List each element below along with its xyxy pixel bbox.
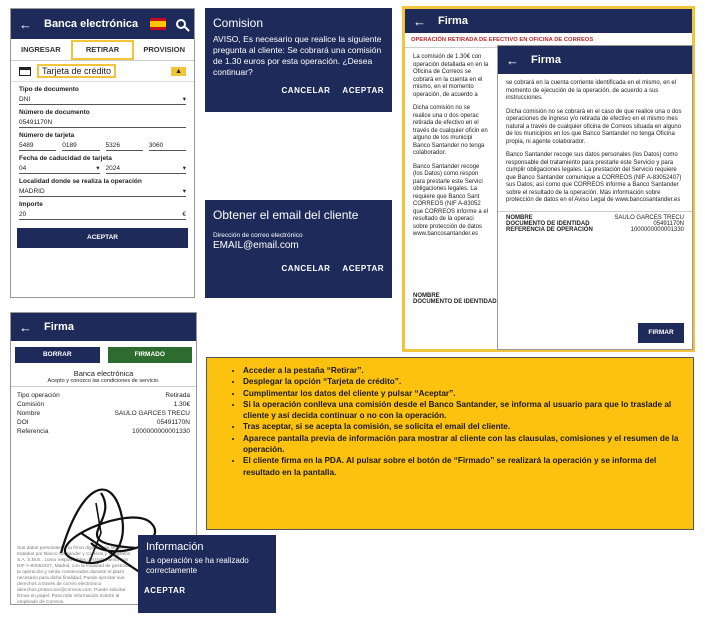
instruction-item: • Si la operación conlleva una comisión desde el Banco Santander, se informa al usuario para que lo traslade al cliente y así decida continuar o no con la operación. — [243, 399, 685, 422]
doc-title: Banca electrónica — [73, 369, 134, 378]
aceptar-button[interactable]: ACEPTAR — [342, 86, 384, 95]
card-option-row[interactable] — [11, 61, 194, 82]
back-arrow-icon[interactable]: ← — [413, 13, 426, 29]
dropdown-icon: ▾ — [96, 165, 100, 172]
chevron-up-icon[interactable]: ▲ — [171, 67, 186, 76]
nombre-value: SAULO GARCES TRECU — [614, 214, 684, 221]
localidad-label: Localidad donde se realiza la operación — [19, 178, 142, 185]
firma-front-table — [498, 211, 692, 233]
result-key: Referencia — [17, 428, 49, 435]
anio-select[interactable] — [106, 163, 187, 174]
result-value: 1.30€ — [173, 401, 190, 408]
firma-back-table — [405, 293, 505, 305]
caducidad-label: Fecha de caducidad de tarjeta — [19, 155, 112, 162]
tarjeta-part-input[interactable] — [106, 140, 143, 151]
importe-value: 20 — [19, 210, 27, 218]
doc-label: DOCUMENTO DE IDENTIDAD — [413, 299, 497, 305]
instruction-item: • Acceder a la pestaña “Retirar”. — [243, 365, 685, 376]
result-key: DOI — [17, 419, 29, 426]
tarjeta-part-value: 0189 — [62, 141, 77, 149]
tarjeta-part-input[interactable] — [62, 140, 99, 151]
tarjeta-part-value: 5489 — [19, 141, 34, 149]
fine-print: Sus datos personales y la firma digitalizada serán tratados por Banco Santander y Correos y Telégrafos S.A. S.M.E., como responsables del tratamiento con NIF A-83052407, Madrid, con la finalidad de gestionar la operación y serán conservados durante el plazo necesario para dicha finalidad. Puede ejercitar sus derechos a través de correo electrónico derechos.proteccion@correos.com. Puede solicitar firmar en papel. Para más información solicite al empleado de Correos. — [17, 546, 132, 605]
result-key: Nombre — [17, 410, 41, 417]
caducidad-row — [19, 163, 186, 174]
aceptar-button[interactable]: ACEPTAR — [342, 264, 384, 273]
tab-provision[interactable]: PROVISION — [143, 44, 186, 54]
result-key: Comisión — [17, 401, 45, 408]
ref-label: REFERENCIA DE OPERACIÓN — [506, 226, 593, 233]
tarjeta-part-input[interactable] — [19, 140, 56, 151]
firma-front-screen — [497, 45, 693, 350]
cancelar-button[interactable]: CANCELAR — [281, 86, 331, 95]
spain-flag-icon[interactable] — [150, 18, 166, 30]
firmado-button[interactable]: FIRMADO — [108, 347, 193, 363]
dropdown-icon: ▾ — [182, 188, 186, 195]
firma-front-title: Firma — [531, 54, 561, 66]
aceptar-button[interactable]: ACEPTAR — [17, 228, 188, 248]
tab-ingresar[interactable]: INGRESAR — [21, 44, 61, 54]
num-tarjeta-label: Número de tarjeta — [19, 132, 75, 139]
tipo-doc-select[interactable] — [19, 94, 186, 105]
banca-appbar — [11, 9, 194, 39]
banca-screen — [10, 8, 195, 298]
instruction-item: • Cumplimentar los datos del cliente y pulsar “Aceptar”. — [243, 388, 685, 399]
firmar-button[interactable]: FIRMAR — [638, 323, 684, 343]
result-row — [11, 427, 196, 436]
dropdown-icon: ▾ — [182, 96, 186, 103]
instructions-box — [206, 357, 694, 530]
instruction-item: • Tras aceptar, si se acepta la comisión, se solicita el email del cliente. — [243, 421, 685, 432]
firma-front-text — [498, 74, 692, 205]
num-doc-label: Número de documento — [19, 109, 90, 116]
nombre-label: NOMBRE — [413, 293, 440, 299]
num-doc-value: 05491170N — [19, 118, 53, 126]
firma-back-appbar — [405, 9, 692, 33]
dropdown-icon: ▾ — [182, 165, 186, 172]
tarjeta-inputs — [19, 140, 186, 151]
email-dialog — [205, 200, 392, 298]
num-doc-input[interactable] — [19, 117, 186, 128]
tab-retirar[interactable]: RETIRAR — [71, 40, 135, 60]
localidad-select[interactable] — [19, 186, 186, 197]
doc-subtitle: Acepto y conozco las condiciones de servicio. — [11, 378, 196, 387]
comision-title: Comision — [213, 16, 264, 30]
mes-select[interactable] — [19, 163, 100, 174]
back-arrow-icon[interactable]: ← — [506, 52, 519, 68]
instruction-item: • El cliente firma en la PDA. Al pulsar sobre el botón de “Firmado” se realizará la operación y se informa del resultado en la pantalla. — [243, 455, 685, 478]
instruction-item: • Desplegar la opción “Tarjeta de crédito”. — [243, 376, 685, 387]
firma-result-title: Firma — [44, 321, 74, 333]
mes-value: 04 — [19, 164, 27, 172]
firma-result-buttons — [11, 341, 196, 369]
ref-value: 1000000000001330 — [630, 226, 684, 233]
email-actions — [205, 252, 392, 281]
tarjeta-part-input[interactable] — [149, 140, 186, 151]
firma-back-text — [405, 48, 497, 239]
email-title: Obtener el email del cliente — [213, 208, 359, 222]
tipo-doc-label: Tipo de documento — [19, 86, 79, 93]
firma-back-title: Firma — [438, 15, 468, 27]
borrar-button[interactable]: BORRAR — [15, 347, 100, 363]
tipo-doc-value: DNI — [19, 95, 31, 103]
firma-back-para: Banco Santander recoge (los Datos) como respon para prestarle este Servici obligaciones legales. La requiere que Banco Sant CORREOS (NIF A-83052 que CORREOS informe a el resultado de la operaci sobre protección de datos www.bancosantander.es — [413, 163, 489, 237]
currency-symbol: € — [182, 210, 186, 218]
localidad-value: MADRID — [19, 187, 45, 195]
comision-body: AVISO, Es necesario que realice la siguiente pregunta al cliente: Se cobrará una comisión de 1.30 euros por esta operación. ¿Desea continuar? — [213, 34, 382, 77]
tarjeta-part-value: 5326 — [105, 141, 120, 149]
result-row — [11, 409, 196, 418]
result-row — [11, 400, 196, 409]
result-row — [11, 391, 196, 400]
anio-value: 2024 — [105, 164, 120, 172]
info-title: Información — [146, 541, 204, 553]
info-dialog — [138, 535, 276, 613]
importe-input[interactable] — [19, 209, 186, 220]
firma-back-para: La comisión de 1.30€ con operación detallada en en la Oficina de Correos se cobrará en la cuenta en el mismo, en el momento operación, de acuerdo a — [413, 54, 489, 98]
tabs — [11, 39, 194, 61]
instruction-item: • Aparece pantalla previa de información para mostrar al cliente con las clausulas, comisiones y el resumen de la operación. — [243, 433, 685, 456]
firma-back-para: Dicha comisión no se realice una o dos operac retirada de efectivo en el través de cualquier oficin en alguno de los municipi Banco Santander no tenga colaborador. — [413, 105, 488, 156]
banca-title: Banca electrónica — [44, 18, 139, 30]
cancelar-button[interactable]: CANCELAR — [281, 264, 331, 273]
firma-front-para: se cobrará en la cuenta corriente identificada en el mismo, en el momento de ejecución de la operación, de acuerdo a sus instrucciones. — [506, 80, 677, 101]
nombre-label: NOMBRE — [506, 214, 533, 221]
doc-label: DOCUMENTO DE IDENTIDAD — [506, 220, 590, 227]
back-arrow-icon[interactable]: ← — [19, 319, 32, 335]
email-input[interactable]: EMAIL@email.com — [213, 240, 299, 251]
firma-back-header: OPERACIÓN RETIRADA DE EFECTIVO EN OFICINA DE CORREOS — [405, 33, 692, 48]
search-icon[interactable] — [176, 19, 186, 29]
doc-value: 05491170N — [653, 220, 684, 227]
result-value: SAULO GARCES TRECU — [114, 410, 190, 417]
firma-result-appbar — [11, 313, 196, 341]
comision-dialog — [205, 8, 392, 112]
result-value: Retirada — [165, 392, 190, 399]
result-value: 05491170N — [156, 419, 190, 426]
tarjeta-part-value: 3060 — [148, 141, 164, 149]
firma-front-para: Banco Santander recoge sus datos personales (los Datos) como responsable del tratamiento para prestarle este Servicio y para cumplir obligaciones legales. La prestación del Servicio requiere que Banco Santander comunique a CORREOS (NIF A-83052407) sus Datos; así como que CORREOS informe a Banco Santander sobre el resultado de la operación. Más información sobre protección de datos en el Aviso Legal de www.bancosantander.es — [506, 152, 682, 203]
importe-label: Importe — [19, 201, 43, 208]
credit-card-icon — [19, 67, 31, 76]
info-body: La operación se ha realizado correctamente — [146, 556, 249, 575]
firma-front-para: Dicha comisión no se cobrará en el caso de que realice una o dos operaciones de ingreso y/o retirada de efectivo en el mismo mes natural a través de cualquier oficina de Correos situada en alguno de los municipios en los que Banco Santander no tenga Oficina propia, ni agente colaborador. — [506, 108, 682, 145]
result-rows — [11, 391, 196, 436]
back-arrow-icon[interactable]: ← — [19, 16, 32, 32]
card-option-label: Tarjeta de crédito — [37, 64, 116, 78]
result-value: 1000000000001330 — [132, 428, 190, 435]
email-field-label: Dirección de correo electrónico — [213, 232, 303, 239]
instructions-list — [243, 365, 685, 478]
result-row — [11, 418, 196, 427]
info-accept-button[interactable]: ACEPTAR — [144, 586, 186, 595]
comision-actions — [205, 78, 392, 103]
result-key: Tipo operación — [17, 392, 60, 399]
firma-front-appbar — [498, 46, 692, 74]
